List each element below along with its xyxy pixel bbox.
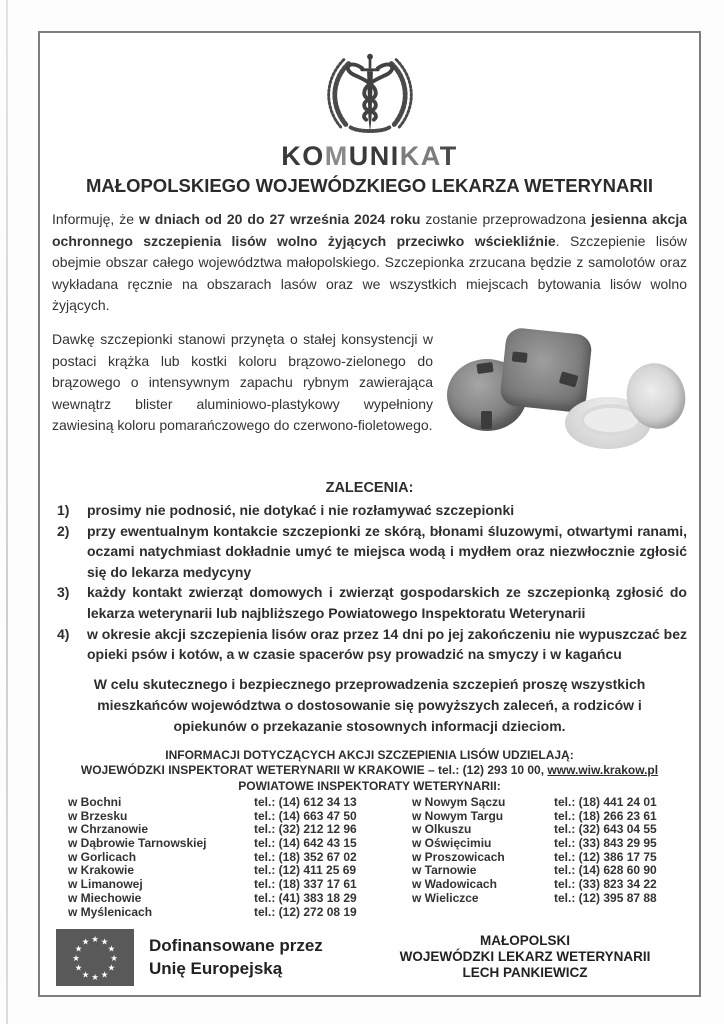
eu-star-icon: ★ [107,962,116,973]
vaccine-bait-photo [443,331,687,469]
contact-city: w Olkuszu [412,822,472,837]
contact-tel: tel.: (14) 663 47 50 [254,808,357,823]
title-letter-group: KO [281,141,325,171]
page-title [52,141,687,171]
eu-star-icon: ★ [110,952,118,963]
document-frame [38,31,701,997]
contact-tel: tel.: (33) 823 34 22 [554,877,657,892]
recommendations-list [52,500,687,665]
contact-city: w Miechowie [68,890,142,905]
contact-city [412,906,554,920]
contact-city: w Nowym Targu [412,808,504,823]
contact-tel [554,906,671,920]
text-segment: . Szczepienie lisów obejmie obszar całego województwa małopolskiego. Szczepionka zrzucana będzie z samolotów oraz wykładana ręcznie na obszarach lasów oraz we wszystkich miejscach bytowania lisów wolno żyjących. [52,232,687,314]
footer [52,929,687,986]
recommendation-text: w okresie akcji szczepienia lisów oraz przez 14 dni po jej zakończeniu nie wypuszczać bez opieki psów i kotów, a w czasie spacerów psy prowadzić na smyczy i w kagańcu [87,625,687,663]
recommendation-item [52,582,687,623]
contact-city: w Myślenicach [68,904,153,919]
website-link[interactable]: www.wiw.krakow.pl [547,763,659,778]
title-letter-group: M [324,141,349,171]
inspectorate-contact: WOJEWÓDZKI INSPEKTORAT WETERYNARII W KRAKOWIE – tel.: (12) 293 10 00, [80,763,548,778]
eu-flag [56,929,134,986]
contact-tel: tel.: (18) 352 67 02 [254,849,357,864]
eu-star-icon: ★ [91,971,99,982]
contact-tel: tel.: (33) 843 29 95 [554,836,657,851]
contact-tel: tel.: (12) 386 17 75 [554,849,657,864]
contact-city: w Wadowicach [412,877,497,892]
eu-funding-label [149,929,323,980]
contact-city: w Chrzanowie [68,822,149,837]
contact-city: w Proszowicach [412,849,505,864]
recommendation-number: 4) [57,625,70,642]
contact-tel: tel.: (32) 212 12 96 [254,822,357,837]
bait-dark-cube [499,327,593,414]
recommendation-text: każdy kontakt zwierząt domowych i zwierząt gospodarskich ze szczepionką zgłosić do lekarza weterynarii lub najbliższego Powiatowego Inspektoratu Weterynarii [87,584,687,621]
signature-line-2: WOJEWÓDZKI LEKARZ WETERYNARII [399,949,651,965]
contact-city: w Krakowie [68,863,135,878]
eu-star-icon: ★ [100,969,109,980]
bait-section [52,329,687,477]
info-line-1: INFORMACJI DOTYCZĄCYCH AKCJI SZCZEPIENIA LISÓW UDZIELAJĄ: [165,747,574,762]
scan-page-edge-artifact [6,0,8,1024]
eu-funding-line-2: Unię Europejską [149,959,283,979]
signature-line-3: LECH PANKIEWICZ [462,965,588,981]
recommendation-text: prosimy nie podnosić, nie dotykać i nie rozłamywać szczepionki [87,501,515,518]
text-segment: Dawkę szczepionki stanowi przynęta o stałej konsystencji w postaci krążka lub kostki koloru brązowo-zielonego do brązowego o intensywnym zapachu rybnym zawierająca wewnątrz blister aluminiowo-plastykowy wypełniony zawiesiną koloru pomarańczowego do czerwono-fioletowego. [52,330,433,434]
contact-tel: tel.: (18) 337 17 61 [254,877,357,892]
eu-star-icon: ★ [107,943,116,954]
appeal-paragraph: W celu skutecznego i bezpiecznego przeprowadzenia szczepień proszę wszystkich mieszkańców województwa o dostosowanie się powyższych zaleceń, a rodziców i opiekunów o przekazanie stosownych informacji dzieciom. [93,675,646,734]
eu-star-icon: ★ [74,962,83,973]
contact-city: w Gorlicach [68,849,137,864]
info-block [52,748,687,794]
contact-city: w Wieliczce [412,890,479,905]
eu-star-icon: ★ [72,952,80,963]
contact-tel: tel.: (18) 266 23 61 [554,808,657,823]
info-line-2 [52,763,687,778]
contact-tel: tel.: (12) 272 08 19 [254,904,357,919]
info-line-3: POWIATOWE INSPEKTORATY WETERYNARII: [238,778,501,793]
contact-city: w Dąbrowie Tarnowskiej [68,836,207,851]
recommendation-item [52,521,687,583]
title-letter-group: UNI [348,141,400,171]
contact-tel: tel.: (41) 383 18 29 [254,890,357,905]
eu-star-icon: ★ [74,943,83,954]
contact-tel: tel.: (18) 441 24 01 [554,794,657,809]
contact-city: w Bochni [68,794,122,809]
text-segment: jesienna akcja ochronnego szczepienia lisów wolno żyjących przeciwko wściekliźnie [52,211,687,249]
page-subtitle: MAŁOPOLSKIEGO WOJEWÓDZKIEGO LEKARZA WETERYNARII [86,175,653,196]
eu-star-icon: ★ [81,969,90,980]
intro-paragraph [52,209,687,317]
text-segment: Informuję, że [52,211,139,227]
recommendation-number: 1) [57,501,70,518]
veterinary-caduceus-emblem-icon [319,48,421,140]
eu-star-icon: ★ [91,933,99,944]
eu-funding-line-1: Dofinansowane przez [149,936,323,956]
contact-tel: tel.: (12) 411 25 69 [254,863,357,878]
text-segment: w dniach od 20 do 27 września 2024 roku [138,211,421,227]
contact-tel: tel.: (14) 612 34 13 [254,794,357,809]
eu-star-icon: ★ [100,936,109,947]
contact-tel: tel.: (14) 628 60 90 [554,863,657,878]
contacts-table [52,796,687,919]
recommendation-item [52,624,687,665]
recommendation-item [52,500,687,521]
contact-city: w Nowym Sączu [412,794,506,809]
contact-tel: tel.: (14) 642 43 15 [254,836,357,851]
contact-city: w Oświęcimiu [412,836,492,851]
signature-line-1: MAŁOPOLSKI [480,933,570,949]
signature-block [365,929,685,981]
title-letter-group: T [439,141,458,171]
recommendation-text: przy ewentualnym kontakcie szczepionki ze skórą, błonami śluzowymi, otwartymi ranami, oczami natychmiast dokładnie umyć te miejsca wodą i mydłem oraz niezwłocznie zgłosić się do lekarza medycyny [87,522,687,580]
contact-tel: tel.: (12) 395 87 88 [554,890,657,905]
contact-city: w Limanowej [68,877,143,892]
contact-tel: tel.: (32) 643 04 55 [554,822,657,837]
contact-city: w Tarnowie [412,863,477,878]
recommendations-heading: ZALECENIA: [325,479,414,496]
recommendation-number: 3) [57,584,70,601]
contact-city: w Brzesku [68,808,128,823]
text-segment: zostanie przeprowadzona [420,211,591,227]
title-letter-group: KA [399,141,440,171]
eu-star-icon: ★ [81,936,90,947]
recommendation-number: 2) [57,522,70,539]
